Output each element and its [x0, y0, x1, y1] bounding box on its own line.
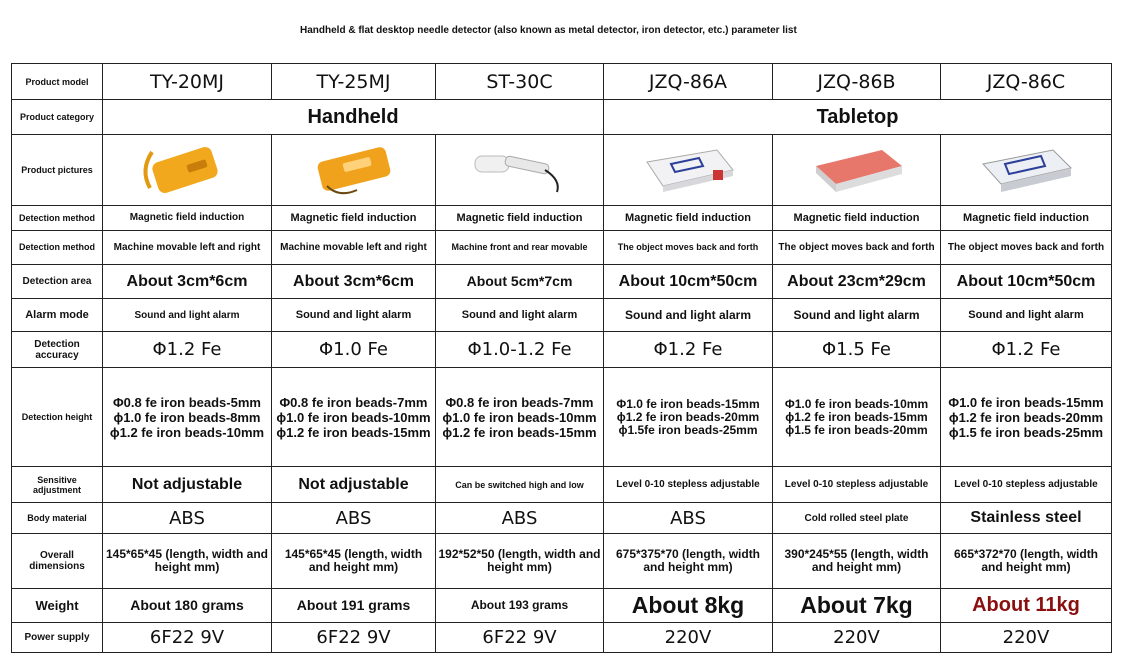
model-cell: JZQ-86B [773, 64, 941, 100]
dimensions-cell: 390*245*55 (length, width and height mm) [773, 534, 941, 588]
alarm-cell: Sound and light alarm [941, 299, 1112, 332]
product-picture [941, 135, 1112, 205]
material-cell: ABS [103, 503, 272, 534]
method2-cell: The object moves back and forth [773, 230, 941, 264]
product-picture [604, 135, 773, 205]
power-cell: 220V [773, 622, 941, 652]
weight-cell: About 7kg [773, 588, 941, 622]
row-weight [12, 588, 1112, 622]
method1-cell: Magnetic field induction [604, 205, 773, 230]
dimensions-cell: 665*372*70 (length, width and height mm) [941, 534, 1112, 588]
accuracy-cell: Φ1.2 Fe [604, 332, 773, 368]
method2-cell: Machine movable left and right [103, 230, 272, 264]
height-cell: Φ0.8 fe iron beads-7mm ϕ1.0 fe iron beads-10mm ϕ1.2 fe iron beads-15mm [436, 368, 604, 467]
category-handheld: Handheld [103, 100, 604, 135]
method1-cell: Magnetic field induction [103, 205, 272, 230]
dimensions-cell: 192*52*50 (length, width and height mm) [436, 534, 604, 588]
product-picture [103, 135, 272, 205]
method2-cell: Machine front and rear movable [436, 230, 604, 264]
label-power: Power supply [12, 622, 103, 652]
power-cell: 220V [941, 622, 1112, 652]
material-cell: ABS [272, 503, 436, 534]
area-cell: About 3cm*6cm [103, 264, 272, 298]
product-picture [272, 135, 436, 205]
method1-cell: Magnetic field induction [272, 205, 436, 230]
power-cell: 6F22 9V [103, 622, 272, 652]
alarm-cell: Sound and light alarm [272, 299, 436, 332]
label-alarm: Alarm mode [12, 299, 103, 332]
tabletop-detector-icon [802, 140, 912, 200]
height-cell: Φ1.0 fe iron beads-15mm ϕ1.2 fe iron beads-20mm ϕ1.5 fe iron beads-25mm [941, 368, 1112, 467]
label-accuracy: Detection accuracy [12, 332, 103, 368]
alarm-cell: Sound and light alarm [103, 299, 272, 332]
material-cell: ABS [436, 503, 604, 534]
power-cell: 220V [604, 622, 773, 652]
accuracy-cell: Φ1.5 Fe [773, 332, 941, 368]
label-weight: Weight [12, 588, 103, 622]
tabletop-detector-icon [971, 140, 1081, 200]
row-accuracy [12, 332, 1112, 368]
row-alarm [12, 299, 1112, 332]
label-dimensions: Overall dimensions [12, 534, 103, 588]
height-cell: Φ1.0 fe iron beads-15mm ϕ1.2 fe iron beads-20mm ϕ1.5fe iron beads-25mm [604, 368, 773, 467]
dimensions-cell: 145*65*45 (length, width and height mm) [272, 534, 436, 588]
row-area [12, 264, 1112, 298]
row-dimensions [12, 534, 1112, 588]
sensitive-cell: Not adjustable [103, 466, 272, 502]
weight-cell: About 193 grams [436, 588, 604, 622]
method1-cell: Magnetic field induction [436, 205, 604, 230]
weight-cell: About 180 grams [103, 588, 272, 622]
sensitive-cell: Level 0-10 stepless adjustable [604, 466, 773, 502]
material-cell: Cold rolled steel plate [773, 503, 941, 534]
height-cell: Φ0.8 fe iron beads-5mm ϕ1.0 fe iron beads-8mm ϕ1.2 fe iron beads-10mm [103, 368, 272, 467]
row-power [12, 622, 1112, 652]
alarm-cell: Sound and light alarm [604, 299, 773, 332]
method1-cell: Magnetic field induction [773, 205, 941, 230]
row-method1 [12, 205, 1112, 230]
accuracy-cell: Φ1.0-1.2 Fe [436, 332, 604, 368]
accuracy-cell: Φ1.2 Fe [941, 332, 1112, 368]
row-model [12, 64, 1112, 100]
sensitive-cell: Level 0-10 stepless adjustable [773, 466, 941, 502]
power-cell: 6F22 9V [436, 622, 604, 652]
model-cell: JZQ-86A [604, 64, 773, 100]
handheld-detector-icon [132, 140, 242, 200]
row-material [12, 503, 1112, 534]
row-method2 [12, 230, 1112, 264]
area-cell: About 5cm*7cm [436, 264, 604, 298]
spec-table [11, 63, 1112, 653]
label-sensitive: Sensitive adjustment [12, 466, 103, 502]
material-cell: ABS [604, 503, 773, 534]
power-cell: 6F22 9V [272, 622, 436, 652]
label-pictures: Product pictures [12, 135, 103, 205]
method2-cell: Machine movable left and right [272, 230, 436, 264]
material-cell: Stainless steel [941, 503, 1112, 534]
alarm-cell: Sound and light alarm [436, 299, 604, 332]
label-category: Product category [12, 100, 103, 135]
row-pictures [12, 135, 1112, 205]
weight-cell: About 8kg [604, 588, 773, 622]
height-cell: Φ1.0 fe iron beads-10mm ϕ1.2 fe iron beads-15mm ϕ1.5 fe iron beads-20mm [773, 368, 941, 467]
accuracy-cell: Φ1.2 Fe [103, 332, 272, 368]
row-category [12, 100, 1112, 135]
method2-cell: The object moves back and forth [941, 230, 1112, 264]
sensitive-cell: Not adjustable [272, 466, 436, 502]
tabletop-detector-icon [633, 140, 743, 200]
model-cell: ST-30C [436, 64, 604, 100]
category-tabletop: Tabletop [604, 100, 1112, 135]
sensitive-cell: Can be switched high and low [436, 466, 604, 502]
area-cell: About 10cm*50cm [941, 264, 1112, 298]
row-sensitive [12, 466, 1112, 502]
label-material: Body material [12, 503, 103, 534]
product-picture [436, 135, 604, 205]
sensitive-cell: Level 0-10 stepless adjustable [941, 466, 1112, 502]
area-cell: About 3cm*6cm [272, 264, 436, 298]
label-model: Product model [12, 64, 103, 100]
page-title: Handheld & flat desktop needle detector (also known as metal detector, iron detector, etc.) parameter list [300, 25, 797, 36]
product-picture [773, 135, 941, 205]
accuracy-cell: Φ1.0 Fe [272, 332, 436, 368]
alarm-cell: Sound and light alarm [773, 299, 941, 332]
label-method1: Detection method [12, 205, 103, 230]
model-cell: JZQ-86C [941, 64, 1112, 100]
weight-cell: About 191 grams [272, 588, 436, 622]
handheld-detector-icon [299, 140, 409, 200]
dimensions-cell: 145*65*45 (length, width and height mm) [103, 534, 272, 588]
dimensions-cell: 675*375*70 (length, width and height mm) [604, 534, 773, 588]
row-height [12, 368, 1112, 467]
label-area: Detection area [12, 264, 103, 298]
weight-cell-highlight: About 11kg [941, 588, 1112, 622]
model-cell: TY-20MJ [103, 64, 272, 100]
label-height: Detection height [12, 368, 103, 467]
height-cell: Φ0.8 fe iron beads-7mm ϕ1.0 fe iron beads-10mm ϕ1.2 fe iron beads-15mm [272, 368, 436, 467]
handheld-detector-icon [465, 140, 575, 200]
label-method2: Detection method [12, 230, 103, 264]
method1-cell: Magnetic field induction [941, 205, 1112, 230]
area-cell: About 23cm*29cm [773, 264, 941, 298]
model-cell: TY-25MJ [272, 64, 436, 100]
area-cell: About 10cm*50cm [604, 264, 773, 298]
method2-cell: The object moves back and forth [604, 230, 773, 264]
